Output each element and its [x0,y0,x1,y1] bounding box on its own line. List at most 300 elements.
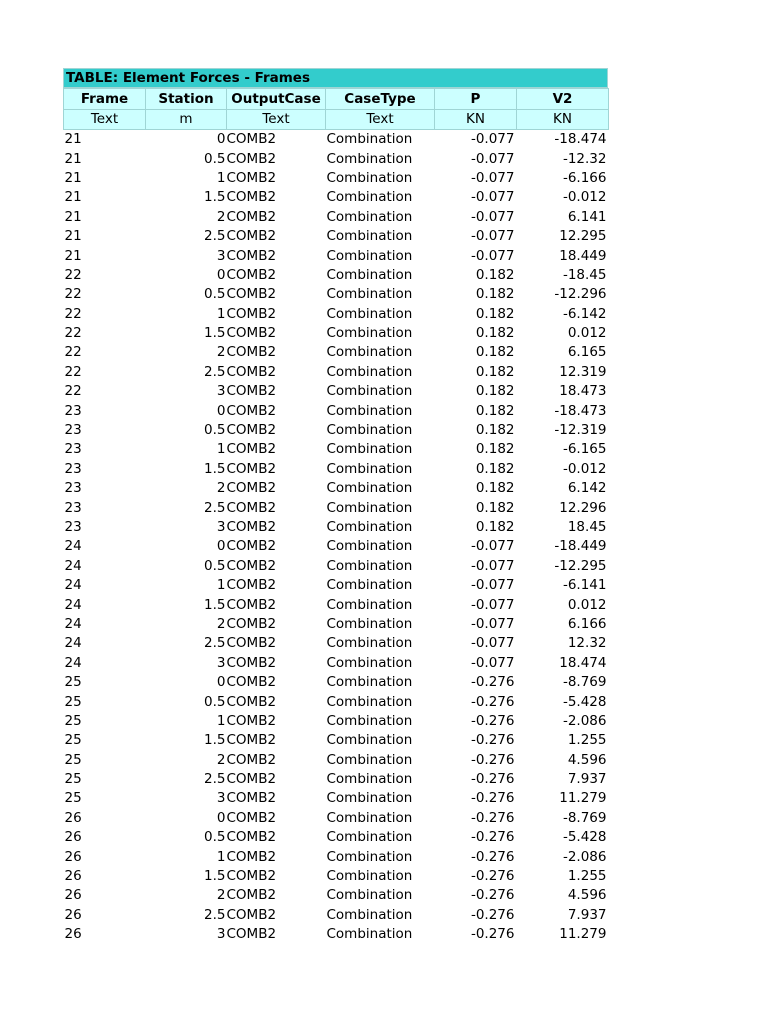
station-cell: 0.5 [204,422,226,439]
station-cell: 1.5 [204,596,226,613]
output-case-cell: COMB2 [226,208,277,225]
table-row [64,382,609,401]
case-type-cell: Combination [326,480,413,497]
v2-cell: 6.141 [567,208,607,225]
frame-cell: 21 [64,131,82,148]
unit-output-case: Text [227,110,326,130]
station-cell: 0.5 [204,557,226,574]
station-cell: 0 [216,402,226,419]
frame-cell: 23 [64,499,82,516]
station-cell: 0 [216,674,226,691]
unit-case-type: Text [326,110,435,130]
v2-cell: 11.279 [559,790,607,807]
frame-cell: 25 [64,674,82,691]
frame-cell: 24 [64,577,82,594]
table-row [64,867,609,886]
frame-cell: 22 [64,266,82,283]
case-type-cell: Combination [326,325,413,342]
table-title: TABLE: Element Forces - Frames [63,68,608,88]
case-type-cell: Combination [326,422,413,439]
station-cell: 0.5 [204,693,226,710]
case-type-cell: Combination [326,751,413,768]
frame-cell: 22 [64,286,82,303]
table-row [64,208,609,227]
frame-cell: 26 [64,887,82,904]
case-type-cell: Combination [326,538,413,555]
table-row [64,828,609,847]
output-case-cell: COMB2 [226,538,277,555]
table-row [64,285,609,304]
table-row [64,324,609,343]
frame-cell: 23 [64,402,82,419]
table-row [64,809,609,828]
output-case-cell: COMB2 [226,868,277,885]
output-case-cell: COMB2 [226,809,277,826]
v2-cell: 1.255 [567,868,607,885]
header-case-type: CaseType [326,89,435,110]
case-type-cell: Combination [326,363,413,380]
units-row [64,110,609,130]
case-type-cell: Combination [326,344,413,361]
frame-cell: 22 [64,363,82,380]
output-case-cell: COMB2 [226,751,277,768]
station-cell: 0 [216,538,226,555]
p-cell: -0.276 [470,809,515,826]
output-case-cell: COMB2 [226,480,277,497]
table-row [64,731,609,750]
case-type-cell: Combination [326,712,413,729]
station-cell: 0 [216,809,226,826]
output-case-cell: COMB2 [226,344,277,361]
v2-cell: -6.142 [562,305,607,322]
case-type-cell: Combination [326,848,413,865]
case-type-cell: Combination [326,829,413,846]
output-case-cell: COMB2 [226,402,277,419]
case-type-cell: Combination [326,674,413,691]
p-cell: 0.182 [475,383,515,400]
station-cell: 1.5 [204,189,226,206]
station-cell: 2 [216,344,226,361]
p-cell: -0.276 [470,829,515,846]
station-cell: 0.5 [204,150,226,167]
element-forces-table [63,88,609,944]
output-case-cell: COMB2 [226,441,277,458]
case-type-cell: Combination [326,577,413,594]
frame-cell: 26 [64,829,82,846]
p-cell: -0.077 [470,635,515,652]
output-case-cell: COMB2 [226,519,277,535]
v2-cell: -6.165 [562,441,607,458]
header-p: P [435,89,517,110]
frame-cell: 25 [64,751,82,768]
v2-cell: 0.012 [567,596,607,613]
p-cell: 0.182 [475,305,515,322]
frame-cell: 25 [64,790,82,807]
frame-cell: 24 [64,654,82,671]
frame-cell: 23 [64,441,82,458]
p-cell: -0.276 [470,868,515,885]
v2-cell: -5.428 [562,693,607,710]
output-case-cell: COMB2 [226,906,277,923]
case-type-cell: Combination [326,150,413,167]
table-row [64,440,609,459]
table-row [64,479,609,498]
station-cell: 2 [216,751,226,768]
table-row [64,789,609,808]
p-cell: -0.077 [470,615,515,632]
frame-cell: 26 [64,926,82,943]
output-case-cell: COMB2 [226,829,277,846]
station-cell: 3 [216,519,226,535]
station-cell: 2 [216,615,226,632]
table-row [64,595,609,614]
table-row [64,751,609,770]
p-cell: -0.276 [470,887,515,904]
station-cell: 1 [216,441,226,458]
frame-cell: 21 [64,150,82,167]
v2-cell: -2.086 [562,712,607,729]
station-cell: 2.5 [204,228,226,245]
station-cell: 1 [216,712,226,729]
v2-cell: 12.319 [559,363,607,380]
table-row [64,266,609,285]
table-body [64,130,609,945]
station-cell: 2 [216,480,226,497]
table-row [64,246,609,265]
station-cell: 3 [216,383,226,400]
case-type-cell: Combination [326,208,413,225]
frame-cell: 24 [64,615,82,632]
output-case-cell: COMB2 [226,305,277,322]
p-cell: 0.182 [475,266,515,283]
case-type-cell: Combination [326,499,413,516]
table-row [64,576,609,595]
p-cell: 0.182 [475,519,515,535]
p-cell: -0.276 [470,732,515,749]
v2-cell: 7.937 [567,906,607,923]
station-cell: 3 [216,247,226,264]
output-case-cell: COMB2 [226,325,277,342]
station-cell: 0 [216,266,226,283]
unit-frame: Text [64,110,146,130]
output-case-cell: COMB2 [226,926,277,943]
output-case-cell: COMB2 [226,732,277,749]
output-case-cell: COMB2 [226,247,277,264]
table-row [64,518,609,537]
case-type-cell: Combination [326,693,413,710]
frame-cell: 22 [64,344,82,361]
case-type-cell: Combination [326,169,413,186]
p-cell: 0.182 [475,325,515,342]
output-case-cell: COMB2 [226,693,277,710]
frame-cell: 23 [64,519,82,535]
station-cell: 1 [216,848,226,865]
p-cell: -0.077 [470,247,515,264]
station-cell: 2 [216,208,226,225]
v2-cell: -18.473 [554,402,607,419]
p-cell: -0.077 [470,228,515,245]
header-frame: Frame [64,89,146,110]
v2-cell: 6.165 [567,344,607,361]
table-row [64,343,609,362]
p-cell: 0.182 [475,286,515,303]
table-row [64,498,609,517]
v2-cell: 4.596 [567,751,607,768]
v2-cell: -8.769 [562,674,607,691]
table-row [64,615,609,634]
p-cell: -0.077 [470,577,515,594]
case-type-cell: Combination [326,131,413,148]
station-cell: 2.5 [204,635,226,652]
v2-cell: 6.166 [567,615,607,632]
frame-cell: 23 [64,460,82,477]
v2-cell: 18.474 [559,654,607,671]
station-cell: 1.5 [204,868,226,885]
case-type-cell: Combination [326,809,413,826]
case-type-cell: Combination [326,654,413,671]
station-cell: 3 [216,790,226,807]
v2-cell: -18.45 [562,266,607,283]
station-cell: 3 [216,926,226,943]
v2-cell: 6.142 [567,480,607,497]
station-cell: 2.5 [204,499,226,516]
frame-cell: 23 [64,422,82,439]
header-v2: V2 [517,89,609,110]
output-case-cell: COMB2 [226,674,277,691]
p-cell: 0.182 [475,422,515,439]
output-case-cell: COMB2 [226,654,277,671]
output-case-cell: COMB2 [226,712,277,729]
table-row [64,886,609,905]
table-row [64,537,609,556]
station-cell: 2.5 [204,363,226,380]
v2-cell: -0.012 [562,189,607,206]
station-cell: 2.5 [204,906,226,923]
p-cell: -0.077 [470,150,515,167]
frame-cell: 21 [64,208,82,225]
v2-cell: -18.474 [554,131,607,148]
p-cell: 0.182 [475,344,515,361]
p-cell: 0.182 [475,363,515,380]
column-header-row [64,89,609,110]
v2-cell: 18.449 [559,247,607,264]
case-type-cell: Combination [326,732,413,749]
output-case-cell: COMB2 [226,635,277,652]
table-row [64,925,609,944]
v2-cell: 7.937 [567,771,607,788]
frame-cell: 25 [64,732,82,749]
p-cell: -0.276 [470,751,515,768]
output-case-cell: COMB2 [226,150,277,167]
v2-cell: -2.086 [562,848,607,865]
station-cell: 1 [216,169,226,186]
table-row [64,421,609,440]
p-cell: -0.276 [470,790,515,807]
frame-cell: 24 [64,538,82,555]
table-row [64,770,609,789]
output-case-cell: COMB2 [226,615,277,632]
station-cell: 2.5 [204,771,226,788]
case-type-cell: Combination [326,228,413,245]
case-type-cell: Combination [326,266,413,283]
table-row [64,906,609,925]
table-row [64,654,609,673]
case-type-cell: Combination [326,868,413,885]
case-type-cell: Combination [326,286,413,303]
frame-cell: 24 [64,596,82,613]
table-row [64,130,609,150]
v2-cell: 12.32 [567,635,607,652]
station-cell: 1 [216,577,226,594]
v2-cell: 12.295 [559,228,607,245]
output-case-cell: COMB2 [226,422,277,439]
output-case-cell: COMB2 [226,557,277,574]
p-cell: 0.182 [475,441,515,458]
case-type-cell: Combination [326,557,413,574]
p-cell: 0.182 [475,499,515,516]
frame-cell: 25 [64,693,82,710]
table-row [64,149,609,168]
header-station: Station [146,89,227,110]
p-cell: -0.276 [470,926,515,943]
station-cell: 1.5 [204,732,226,749]
output-case-cell: COMB2 [226,266,277,283]
frame-cell: 23 [64,480,82,497]
frame-cell: 25 [64,771,82,788]
frame-cell: 21 [64,189,82,206]
output-case-cell: COMB2 [226,383,277,400]
frame-cell: 25 [64,712,82,729]
station-cell: 0.5 [204,829,226,846]
station-cell: 1.5 [204,460,226,477]
case-type-cell: Combination [326,441,413,458]
v2-cell: 12.296 [559,499,607,516]
output-case-cell: COMB2 [226,887,277,904]
case-type-cell: Combination [326,596,413,613]
output-case-cell: COMB2 [226,577,277,594]
p-cell: -0.077 [470,169,515,186]
table-row [64,169,609,188]
output-case-cell: COMB2 [226,848,277,865]
p-cell: -0.276 [470,906,515,923]
frame-cell: 26 [64,809,82,826]
case-type-cell: Combination [326,887,413,904]
v2-cell: -12.32 [562,150,607,167]
table-row [64,227,609,246]
frame-cell: 26 [64,868,82,885]
v2-cell: -5.428 [562,829,607,846]
output-case-cell: COMB2 [226,169,277,186]
unit-station: m [146,110,227,130]
v2-cell: 18.45 [567,519,607,535]
frame-cell: 21 [64,169,82,186]
station-cell: 0.5 [204,286,226,303]
output-case-cell: COMB2 [226,460,277,477]
table-row [64,305,609,324]
p-cell: 0.182 [475,402,515,419]
output-case-cell: COMB2 [226,286,277,303]
p-cell: 0.182 [475,480,515,497]
table-row [64,188,609,207]
unit-p: KN [435,110,517,130]
station-cell: 0 [216,131,226,148]
output-case-cell: COMB2 [226,131,277,148]
case-type-cell: Combination [326,383,413,400]
case-type-cell: Combination [326,926,413,943]
p-cell: -0.276 [470,712,515,729]
p-cell: 0.182 [475,460,515,477]
v2-cell: -12.295 [554,557,607,574]
v2-cell: 18.473 [559,383,607,400]
case-type-cell: Combination [326,460,413,477]
case-type-cell: Combination [326,189,413,206]
table-row [64,692,609,711]
header-output-case: OutputCase [227,89,326,110]
output-case-cell: COMB2 [226,790,277,807]
frame-cell: 26 [64,848,82,865]
table-row [64,712,609,731]
v2-cell: -18.449 [554,538,607,555]
table-row [64,460,609,479]
case-type-cell: Combination [326,247,413,264]
p-cell: -0.077 [470,654,515,671]
p-cell: -0.276 [470,693,515,710]
frame-cell: 22 [64,305,82,322]
p-cell: -0.276 [470,848,515,865]
case-type-cell: Combination [326,402,413,419]
output-case-cell: COMB2 [226,499,277,516]
frame-cell: 24 [64,635,82,652]
v2-cell: 4.596 [567,887,607,904]
v2-cell: -8.769 [562,809,607,826]
p-cell: -0.077 [470,538,515,555]
table-row [64,847,609,866]
v2-cell: -12.319 [554,422,607,439]
table-row [64,673,609,692]
output-case-cell: COMB2 [226,228,277,245]
p-cell: -0.077 [470,557,515,574]
output-case-cell: COMB2 [226,771,277,788]
case-type-cell: Combination [326,519,413,535]
v2-cell: 0.012 [567,325,607,342]
unit-v2: KN [517,110,609,130]
frame-cell: 24 [64,557,82,574]
output-case-cell: COMB2 [226,363,277,380]
case-type-cell: Combination [326,305,413,322]
p-cell: -0.077 [470,131,515,148]
output-case-cell: COMB2 [226,596,277,613]
case-type-cell: Combination [326,615,413,632]
v2-cell: -12.296 [554,286,607,303]
v2-cell: -6.166 [562,169,607,186]
station-cell: 2 [216,887,226,904]
table-row [64,401,609,420]
p-cell: -0.077 [470,596,515,613]
frame-cell: 26 [64,906,82,923]
table-row [64,557,609,576]
station-cell: 1 [216,305,226,322]
case-type-cell: Combination [326,771,413,788]
frame-cell: 22 [64,383,82,400]
v2-cell: 11.279 [559,926,607,943]
v2-cell: -0.012 [562,460,607,477]
frame-cell: 21 [64,228,82,245]
v2-cell: 1.255 [567,732,607,749]
p-cell: -0.276 [470,674,515,691]
p-cell: -0.077 [470,189,515,206]
p-cell: -0.077 [470,208,515,225]
p-cell: -0.276 [470,771,515,788]
